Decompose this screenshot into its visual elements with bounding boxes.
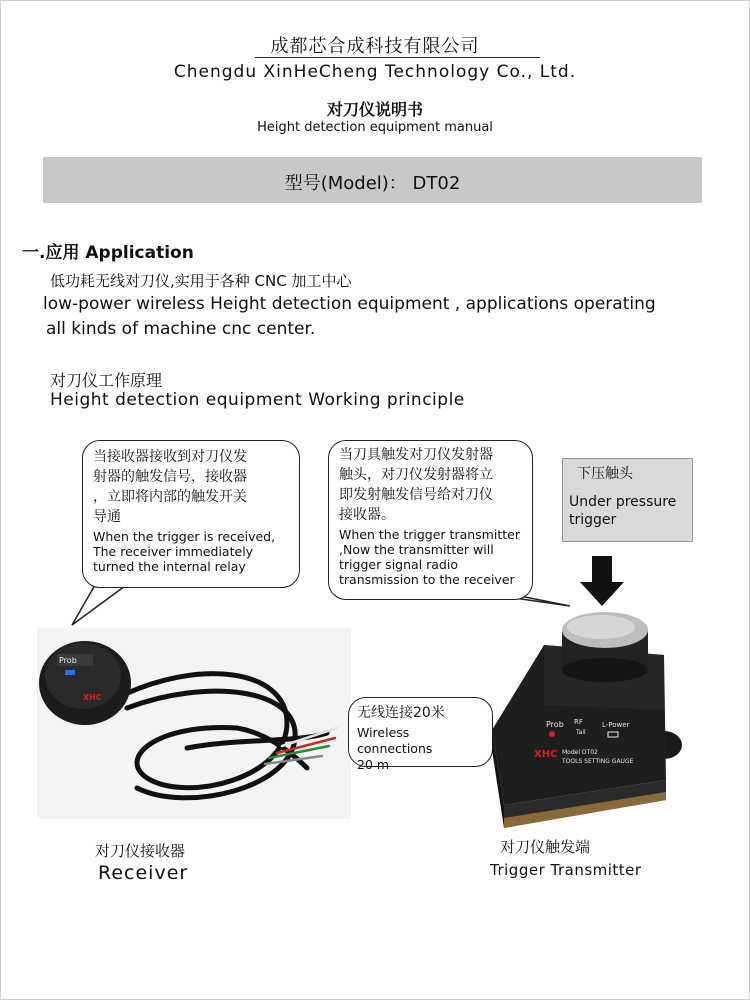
receiver-callout-cn-2: 射器的触发信号，接收器 <box>93 469 247 485</box>
receiver-photo <box>37 628 351 819</box>
transmitter-label-rf: RF <box>574 718 583 726</box>
wireless-callout-cn: 无线连接20米 <box>357 705 445 721</box>
receiver-label-cn: 对刀仪接收器 <box>95 842 186 860</box>
transmitter-callout-cn-4: 接收器。 <box>339 507 395 523</box>
working-principle-title-en: Height detection equipment Working principle <box>50 390 465 410</box>
application-text-en-line1: low-power wireless Height detection equipment , applications operating <box>43 294 656 314</box>
manual-title-cn: 对刀仪说明书 <box>326 100 423 119</box>
application-text-cn: 低功耗无线对刀仪,实用于各种 CNC 加工中心 <box>50 272 352 290</box>
application-text-en-line2: all kinds of machine cnc center. <box>46 319 316 339</box>
press-trigger-cn: 下压触头 <box>577 466 633 482</box>
transmitter-label-cn: 对刀仪触发端 <box>500 838 591 856</box>
receiver-callout-en-1: When the trigger is received, <box>93 529 276 544</box>
press-trigger-en-2: trigger <box>569 512 617 528</box>
working-principle-title-cn: 对刀仪工作原理 <box>50 371 163 390</box>
transmitter-label-tail: Tail <box>576 729 586 736</box>
transmitter-label-prob: Prob <box>546 720 564 729</box>
prob-led-icon <box>549 731 555 737</box>
company-name-cn: 成都芯合成科技有限公司 <box>270 36 480 57</box>
receiver-callout-cn-3: ，立即将内部的触发开关 <box>93 489 247 505</box>
receiver-photo-brand: XHC <box>83 693 102 702</box>
receiver-callout-en-3: turned the internal relay <box>93 559 246 574</box>
receiver-photo-label: Prob <box>59 656 77 665</box>
transmitter-model: Model DT02 <box>562 749 598 756</box>
wireless-callout-en-1: Wireless connections <box>357 725 433 756</box>
manual-title-en: Height detection equipment manual <box>257 120 493 135</box>
transmitter-photo <box>484 600 688 835</box>
section-title-application: 一.应用 Application <box>22 243 194 263</box>
receiver-callout <box>82 440 300 588</box>
transmitter-label-en: Trigger Transmitter <box>490 861 642 879</box>
receiver-callout-cn-4: 导通 <box>93 509 121 525</box>
transmitter-callout-en-4: transmission to the receiver <box>339 572 515 587</box>
model-text: 型号(Model)： DT02 <box>284 173 461 194</box>
down-arrow-icon <box>580 556 624 606</box>
wireless-callout <box>348 697 493 772</box>
wireless-callout-en-2: 20 m <box>357 757 390 772</box>
receiver-label-en: Receiver <box>98 862 189 884</box>
transmitter-callout-en-2: ,Now the transmitter will <box>339 542 494 557</box>
transmitter-callout-cn-3: 即发射触发信号给对刀仪 <box>339 487 493 503</box>
transmitter-callout-en-1: When the trigger transmitter <box>339 527 520 542</box>
transmitter-callout-cn-2: 触头，对刀仪发射器将立 <box>339 467 493 483</box>
transmitter-callout-en-3: trigger signal radio <box>339 557 458 572</box>
press-trigger-box <box>562 458 693 542</box>
transmitter-label-lpower: L-Power <box>602 721 630 729</box>
press-trigger-en-1: Under pressure <box>569 494 677 510</box>
transmitter-brand: XHC <box>534 749 558 760</box>
transmitter-callout-cn-1: 当刀具触发对刀仪发射器 <box>339 447 493 463</box>
company-name-en: Chengdu XinHeCheng Technology Co., Ltd. <box>173 62 577 82</box>
transmitter-callout <box>328 440 533 600</box>
transmitter-gauge-label: TOOLS SETTING GAUGE <box>562 758 634 765</box>
receiver-callout-en-2: The receiver immediately <box>93 544 254 559</box>
receiver-callout-cn-1: 当接收器接收到对刀仪发 <box>93 449 247 465</box>
